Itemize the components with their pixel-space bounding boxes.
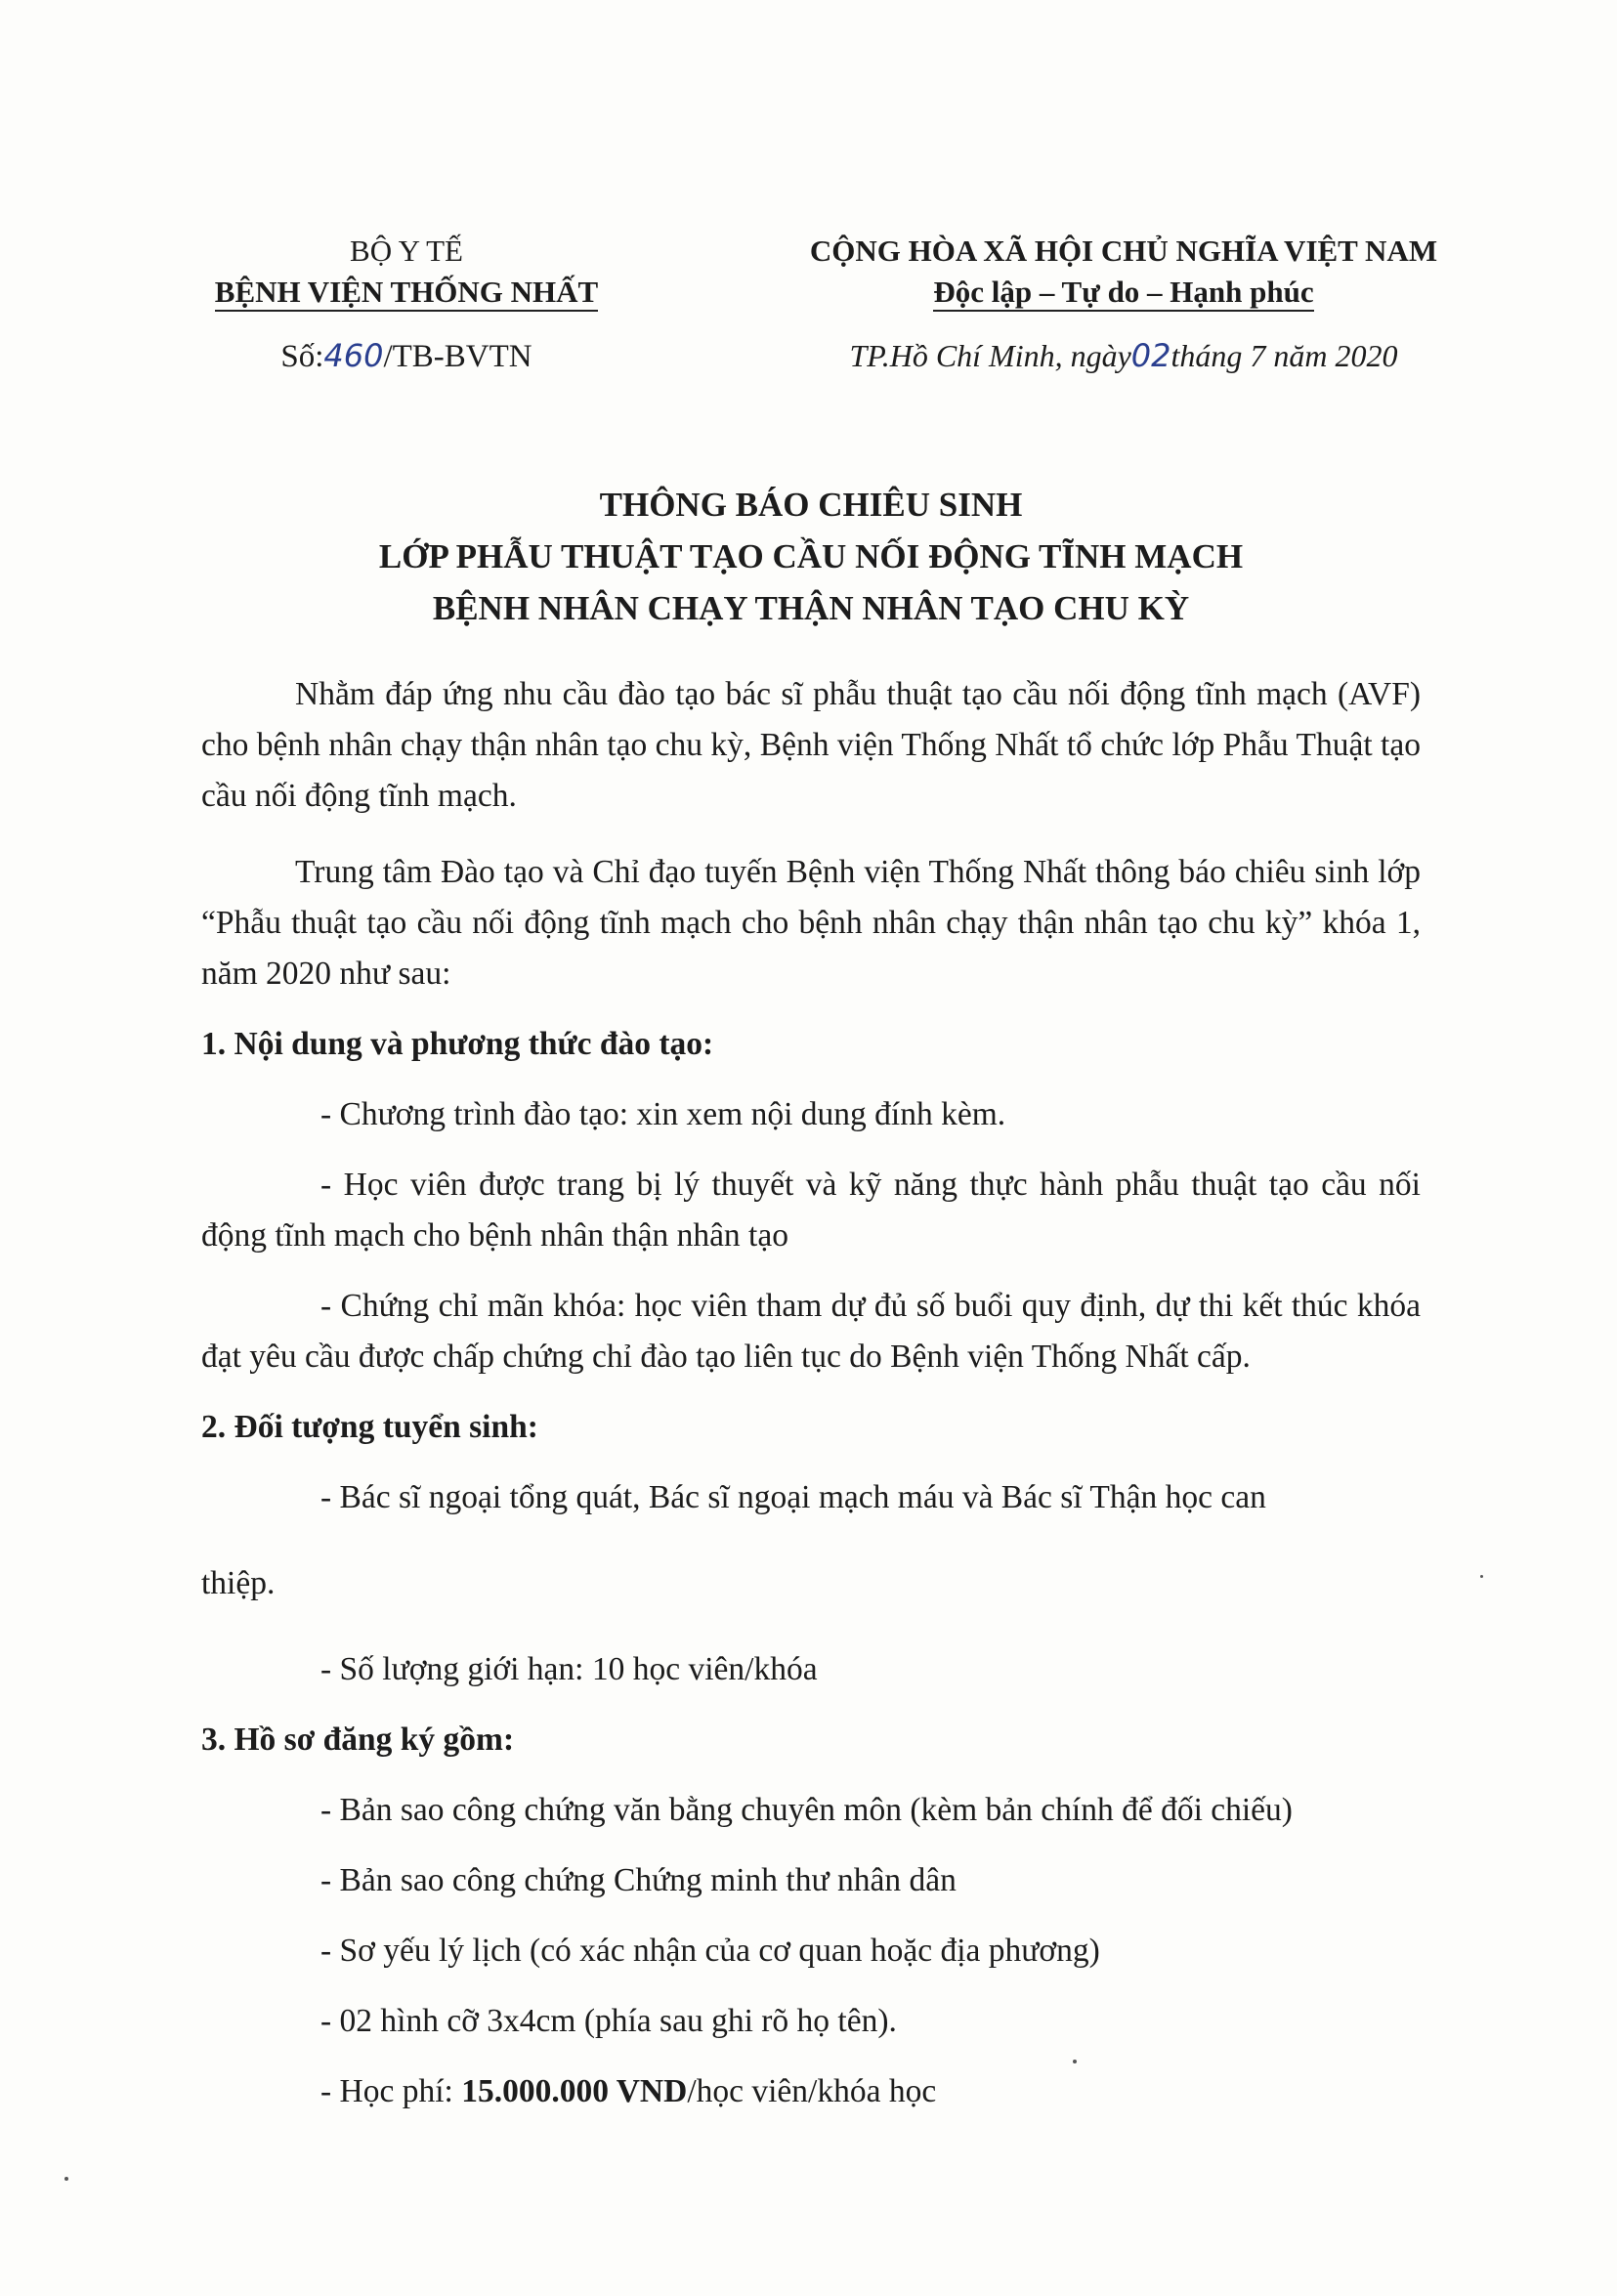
fee-prefix: - Học phí:	[320, 2073, 462, 2109]
document-number	[201, 337, 612, 375]
section-3-fee	[201, 2066, 1421, 2117]
title-line-1: THÔNG BÁO CHIÊU SINH	[599, 486, 1023, 524]
national-header	[752, 231, 1495, 313]
section-2-heading: 2. Đối tượng tuyển sinh:	[201, 1409, 538, 1445]
section-1-item-3: - Chứng chỉ mãn khóa: học viên tham dự đủ số buổi quy định, dự thi kết thúc khóa đạt yêu cầu được chấp chứng chỉ đào tạo liên tục do Bệnh viện Thống Nhất cấp.	[201, 1288, 1421, 1375]
title-line-3: BỆNH NHÂN CHẠY THẬN NHÂN TẠO CHU KỲ	[432, 589, 1190, 627]
section-2-item-2: - Số lượng giới hạn: 10 học viên/khóa	[320, 1651, 818, 1687]
document-number-handwritten: 460	[323, 337, 384, 374]
fee-amount: 15.000.000 VND	[461, 2073, 688, 2109]
section-3-item-1: - Bản sao công chứng văn bằng chuyên môn (kèm bản chính để đối chiếu)	[320, 1792, 1293, 1828]
intro-paragraph-1: Nhằm đáp ứng nhu cầu đào tạo bác sĩ phẫu thuật tạo cầu nối động tĩnh mạch (AVF) cho bệnh nhân chạy thận nhân tạo chu kỳ, Bệnh viện Thống Nhất tổ chức lớp Phẫu Thuật tạo cầu nối động tĩnh mạch.	[201, 676, 1421, 814]
hospital-name-wrapper	[201, 272, 612, 313]
national-motto: Độc lập – Tự do – Hạnh phúc	[933, 275, 1313, 312]
section-2-item-1: - Bác sĩ ngoại tổng quát, Bác sĩ ngoại mạch máu và Bác sĩ Thận học can	[320, 1479, 1266, 1515]
issuer-block	[201, 231, 612, 313]
date-prefix: TP.Hồ Chí Minh, ngày	[849, 338, 1131, 373]
hospital-name: BỆNH VIỆN THỐNG NHẤT	[215, 275, 598, 312]
ministry-name: BỘ Y TẾ	[350, 234, 463, 268]
section-1-item-2: - Học viên được trang bị lý thuyết và kỹ năng thực hành phẫu thuật tạo cầu nối động tĩnh mạch cho bệnh nhân thận nhân tạo	[201, 1167, 1421, 1254]
section-3-item-3: - Sơ yếu lý lịch (có xác nhận của cơ quan hoặc địa phương)	[320, 1933, 1100, 1969]
section-1-heading: 1. Nội dung và phương thức đào tạo:	[201, 1026, 714, 1062]
section-2-item-1-tail: thiệp.	[201, 1565, 276, 1601]
date-suffix: tháng 7 năm 2020	[1170, 338, 1398, 373]
section-3-item-4: - 02 hình cỡ 3x4cm (phía sau ghi rõ họ tên).	[320, 2003, 897, 2039]
document-number-suffix: /TB-BVTN	[383, 339, 532, 374]
section-3-item-2: - Bản sao công chứng Chứng minh thư nhân dân	[320, 1862, 957, 1898]
date-line	[752, 337, 1495, 374]
document-body	[201, 669, 1421, 2117]
scan-speck	[64, 2177, 68, 2181]
fee-suffix: /học viên/khóa học	[687, 2073, 937, 2109]
date-day-handwritten: 02	[1130, 337, 1171, 374]
section-1-item-1: - Chương trình đào tạo: xin xem nội dung đính kèm.	[320, 1096, 1006, 1132]
section-3-heading: 3. Hồ sơ đăng ký gồm:	[201, 1722, 515, 1758]
country-name: CỘNG HÒA XÃ HỘI CHỦ NGHĨA VIỆT NAM	[809, 234, 1438, 268]
scan-speck	[1073, 2060, 1077, 2063]
intro-paragraph-2: Trung tâm Đào tạo và Chỉ đạo tuyến Bệnh viện Thống Nhất thông báo chiêu sinh lớp “Phẫu thuật tạo cầu nối động tĩnh mạch cho bệnh nhân chạy thận nhân tạo chu kỳ” khóa 1, năm 2020 như sau:	[201, 854, 1421, 992]
scan-speck	[1480, 1575, 1483, 1578]
document-number-prefix: Số:	[280, 339, 324, 374]
document-title	[127, 479, 1495, 634]
motto-wrapper	[752, 272, 1495, 313]
title-line-2: LỚP PHẪU THUẬT TẠO CẦU NỐI ĐỘNG TĨNH MẠCH	[378, 537, 1244, 575]
